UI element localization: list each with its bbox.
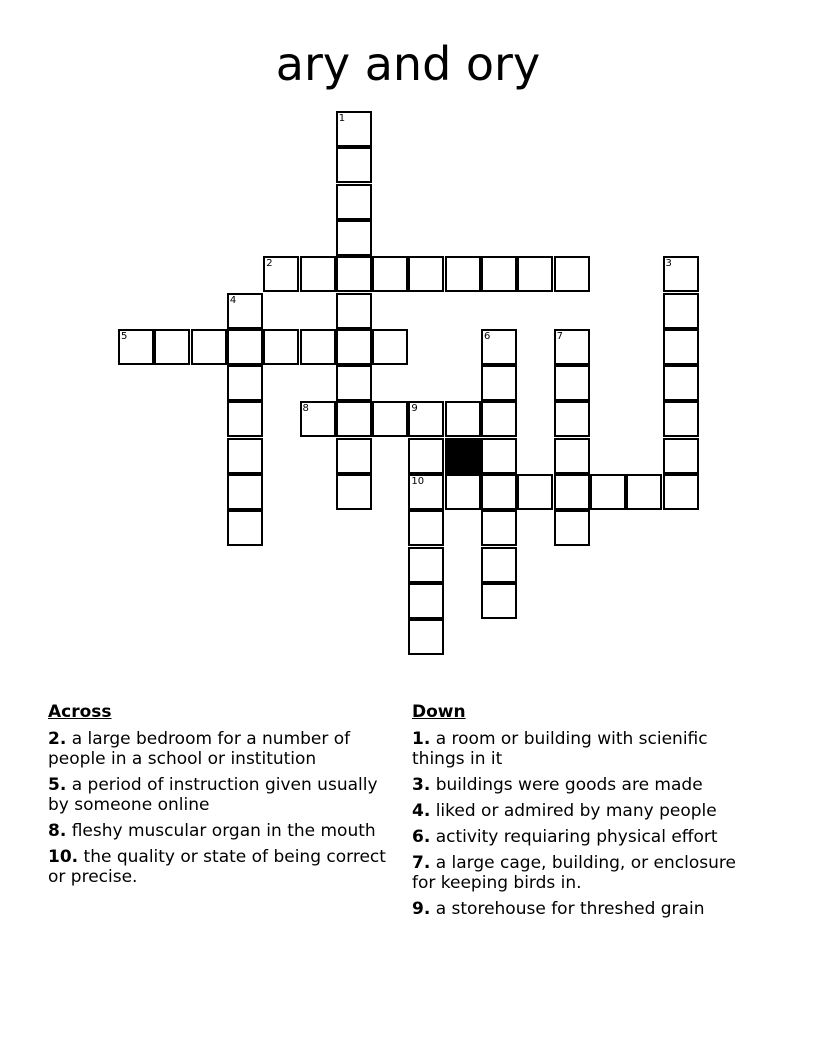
clue-number: 10. xyxy=(48,847,79,867)
answer-cell[interactable] xyxy=(663,329,699,365)
answer-cell[interactable] xyxy=(445,401,481,437)
answer-cell[interactable] xyxy=(408,547,444,583)
answer-cell[interactable] xyxy=(372,256,408,292)
answer-cell[interactable] xyxy=(227,474,263,510)
answer-cell[interactable] xyxy=(300,256,336,292)
down-clues xyxy=(412,700,762,925)
answer-cell[interactable] xyxy=(481,510,517,546)
answer-cell[interactable] xyxy=(517,256,553,292)
down-clue xyxy=(412,827,762,847)
cell-number: 4 xyxy=(229,294,237,306)
cell-number: 7 xyxy=(556,330,563,342)
answer-cell[interactable] xyxy=(300,329,336,365)
answer-cell[interactable] xyxy=(408,438,444,474)
answer-cell[interactable] xyxy=(663,438,699,474)
across-clue xyxy=(48,847,388,887)
cell-number: 5 xyxy=(121,330,128,342)
answer-cell[interactable] xyxy=(227,401,263,437)
answer-cell[interactable] xyxy=(663,401,699,437)
answer-cell[interactable] xyxy=(227,329,263,365)
answer-cell[interactable] xyxy=(481,438,517,474)
answer-cell[interactable] xyxy=(554,474,590,510)
answer-cell[interactable] xyxy=(336,365,372,401)
clue-text: liked or admired by many people xyxy=(435,801,717,821)
answer-cell[interactable] xyxy=(336,329,372,365)
clue-text: buildings were goods are made xyxy=(435,775,703,795)
answer-cell[interactable] xyxy=(372,401,408,437)
down-clue xyxy=(412,729,762,769)
answer-cell[interactable] xyxy=(154,329,190,365)
cell-number: 6 xyxy=(484,330,491,342)
answer-cell[interactable] xyxy=(118,329,154,365)
clue-number: 2. xyxy=(48,729,67,749)
down-clue xyxy=(412,801,762,821)
answer-cell[interactable] xyxy=(227,510,263,546)
black-square xyxy=(445,438,481,474)
answer-cell[interactable] xyxy=(408,583,444,619)
clue-number: 5. xyxy=(48,775,67,795)
clue-text: activity requiaring physical effort xyxy=(435,827,718,847)
answer-cell[interactable] xyxy=(263,256,299,292)
clue-text: a storehouse for threshed grain xyxy=(435,899,705,919)
clue-text: fleshy muscular organ in the mouth xyxy=(71,821,376,841)
answer-cell[interactable] xyxy=(517,474,553,510)
clue-number: 6. xyxy=(412,827,431,847)
answer-cell[interactable] xyxy=(481,401,517,437)
answer-cell[interactable] xyxy=(227,365,263,401)
clue-text: a large cage, building, or enclosure for keeping birds in. xyxy=(412,853,736,893)
across-clue xyxy=(48,729,388,769)
puzzle-title: ary and ory xyxy=(275,37,541,91)
answer-cell[interactable] xyxy=(408,619,444,655)
answer-cell[interactable] xyxy=(336,220,372,256)
answer-cell[interactable] xyxy=(554,329,590,365)
answer-cell[interactable] xyxy=(445,474,481,510)
answer-cell[interactable] xyxy=(590,474,626,510)
answer-cell[interactable] xyxy=(554,365,590,401)
answer-cell[interactable] xyxy=(554,401,590,437)
answer-cell[interactable] xyxy=(554,438,590,474)
answer-cell[interactable] xyxy=(408,474,444,510)
across-clues xyxy=(48,700,388,893)
clue-text: a large bedroom for a number of people in a school or institution xyxy=(48,729,351,769)
clue-number: 8. xyxy=(48,821,67,841)
cell-number: 2 xyxy=(266,258,273,270)
answer-cell[interactable] xyxy=(336,111,372,147)
answer-cell[interactable] xyxy=(227,438,263,474)
answer-cell[interactable] xyxy=(336,474,372,510)
cell-number: 8 xyxy=(302,403,309,415)
answer-cell[interactable] xyxy=(663,365,699,401)
across-clue xyxy=(48,775,388,815)
answer-cell[interactable] xyxy=(336,184,372,220)
clue-number: 9. xyxy=(412,899,431,919)
answer-cell[interactable] xyxy=(408,256,444,292)
answer-cell[interactable] xyxy=(481,329,517,365)
down-heading: Down xyxy=(412,702,466,722)
cell-number: 9 xyxy=(411,403,418,415)
answer-cell[interactable] xyxy=(336,147,372,183)
clue-number: 7. xyxy=(412,853,431,873)
answer-cell[interactable] xyxy=(481,256,517,292)
answer-cell[interactable] xyxy=(372,329,408,365)
down-clue xyxy=(412,853,762,893)
answer-cell[interactable] xyxy=(336,401,372,437)
answer-cell[interactable] xyxy=(481,365,517,401)
clue-text: a period of instruction given usually by someone online xyxy=(48,775,378,815)
clue-text: a room or building with scienific things in it xyxy=(412,729,708,769)
answer-cell[interactable] xyxy=(336,438,372,474)
cell-number: 3 xyxy=(665,258,672,270)
answer-cell[interactable] xyxy=(626,474,662,510)
answer-cell[interactable] xyxy=(408,401,444,437)
answer-cell[interactable] xyxy=(336,256,372,292)
down-clue xyxy=(412,899,762,919)
down-clue xyxy=(412,775,762,795)
answer-cell[interactable] xyxy=(263,329,299,365)
clue-number: 4. xyxy=(412,801,431,821)
clue-text: the quality or state of being correct or precise. xyxy=(48,847,386,887)
answer-cell[interactable] xyxy=(554,510,590,546)
cell-number: 1 xyxy=(338,113,346,124)
answer-cell[interactable] xyxy=(336,293,372,329)
answer-cell[interactable] xyxy=(227,293,263,329)
answer-cell[interactable] xyxy=(663,256,699,292)
across-heading: Across xyxy=(48,702,112,722)
answer-cell[interactable] xyxy=(663,474,699,510)
answer-cell[interactable] xyxy=(445,256,481,292)
cell-number: 10 xyxy=(411,476,425,487)
answer-cell[interactable] xyxy=(481,547,517,583)
answer-cell[interactable] xyxy=(554,256,590,292)
answer-cell[interactable] xyxy=(481,474,517,510)
across-clue xyxy=(48,821,388,841)
clue-number: 3. xyxy=(412,775,431,795)
answer-cell[interactable] xyxy=(663,293,699,329)
answer-cell[interactable] xyxy=(408,510,444,546)
clue-number: 1. xyxy=(412,729,431,749)
answer-cell[interactable] xyxy=(300,401,336,437)
answer-cell[interactable] xyxy=(481,583,517,619)
answer-cell[interactable] xyxy=(191,329,227,365)
